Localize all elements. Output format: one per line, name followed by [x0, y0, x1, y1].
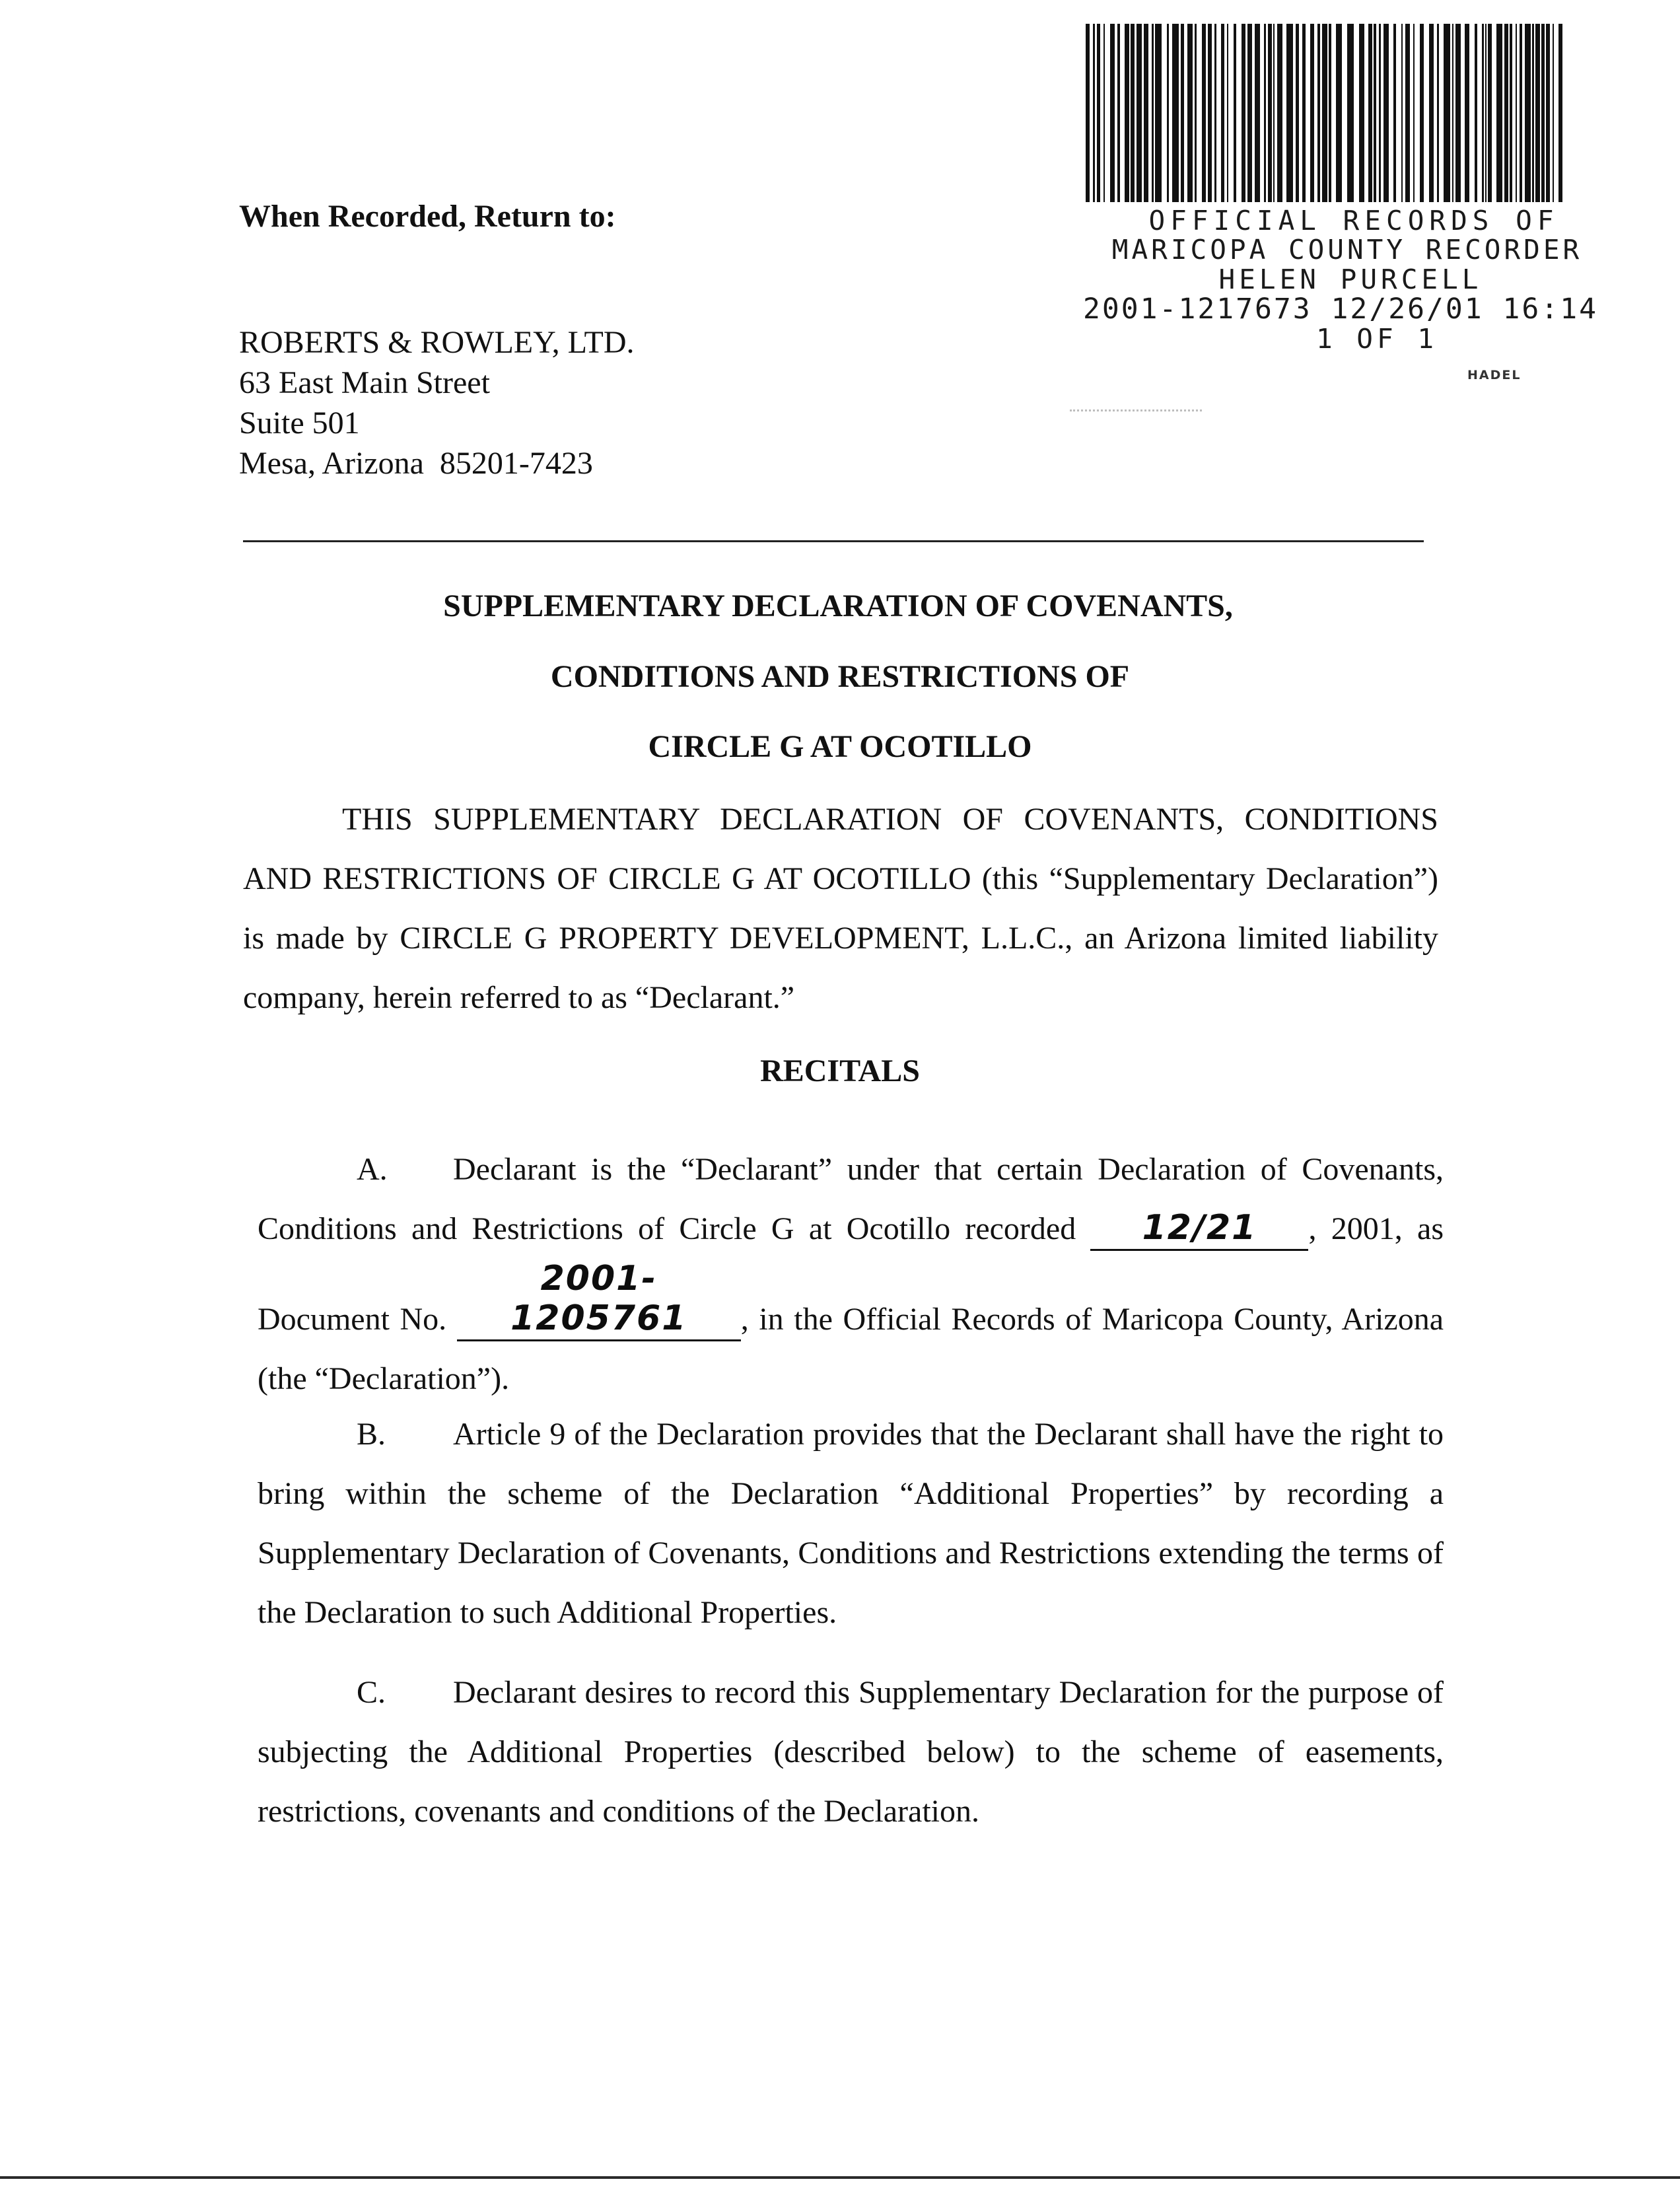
stamp-clerk-initials: HADEL	[1467, 368, 1522, 382]
barcode-bar	[1144, 24, 1148, 202]
page-bottom-edge	[0, 2176, 1680, 2179]
barcode-bar	[1347, 24, 1354, 202]
barcode-bar	[1202, 24, 1206, 202]
stamp-line-county-recorder: MARICOPA COUNTY RECORDER	[1111, 234, 1583, 266]
recitals-heading: RECITALS	[760, 1053, 920, 1088]
barcode-bar	[1221, 24, 1224, 202]
barcode-bar	[1167, 24, 1169, 202]
barcode-bar	[1187, 24, 1193, 202]
recital-a-text-2: , 2001, as Document No.	[258, 1211, 1444, 1337]
barcode-bar	[1485, 24, 1487, 202]
barcode-bar	[1131, 24, 1135, 202]
barcode-bar	[1264, 24, 1266, 202]
handwritten-recording-date: 12/21	[1142, 1208, 1257, 1248]
barcode-bar	[1475, 24, 1477, 202]
barcode-bar	[1405, 24, 1410, 202]
barcode-bar	[1520, 24, 1522, 202]
barcode-bar	[1152, 24, 1154, 202]
barcode-bar	[1322, 24, 1327, 202]
barcode-bar	[1465, 24, 1469, 202]
barcode-bar	[1374, 24, 1376, 202]
handwritten-document-number: 2001-1205761	[510, 1259, 687, 1338]
barcode-bar	[1541, 24, 1545, 202]
barcode-bar	[1393, 24, 1396, 202]
barcode-bar	[1482, 24, 1484, 202]
barcode-bar	[1097, 24, 1100, 202]
barcode-bar	[1234, 24, 1236, 202]
barcode-bar	[1296, 24, 1299, 202]
barcode-bar	[1553, 24, 1554, 202]
recital-c-marker: C.	[357, 1675, 386, 1710]
recording-barcode	[1083, 24, 1572, 202]
barcode-bar	[1546, 24, 1550, 202]
stamp-line-official-records: OFFICIAL RECORDS OF	[1148, 205, 1559, 236]
return-city: Mesa, Arizona 85201-7423	[239, 446, 593, 481]
return-to-label: When Recorded, Return to:	[239, 199, 616, 234]
barcode-bar	[1117, 24, 1120, 202]
stamp-smudge	[1070, 409, 1202, 414]
barcode-bar	[1172, 24, 1179, 202]
barcode-bar	[1310, 24, 1314, 202]
return-firm: ROBERTS & ROWLEY, LTD.	[239, 325, 635, 360]
barcode-bar	[1268, 24, 1272, 202]
recital-a	[258, 1140, 1444, 1409]
barcode-bar	[1510, 24, 1512, 202]
barcode-bar	[1401, 24, 1403, 202]
barcode-bar	[1277, 24, 1282, 202]
barcode-bar	[1181, 24, 1184, 202]
barcode-bar	[1525, 24, 1531, 202]
header-divider	[243, 540, 1424, 542]
barcode-bar	[1383, 24, 1389, 202]
barcode-bar	[1195, 24, 1197, 202]
recital-b-marker: B.	[357, 1417, 386, 1452]
barcode-bar	[1110, 24, 1115, 202]
barcode-bar	[1155, 24, 1162, 202]
barcode-bar	[1329, 24, 1331, 202]
barcode-bar	[1455, 24, 1461, 202]
barcode-bar	[1429, 24, 1434, 202]
barcode-bar	[1286, 24, 1293, 202]
barcode-bar	[1488, 24, 1492, 202]
barcode-bar	[1535, 24, 1540, 202]
barcode-bar	[1273, 24, 1275, 202]
document-title-line-3: CIRCLE G AT OCOTILLO	[648, 729, 1032, 764]
barcode-bar	[1093, 24, 1095, 202]
barcode-bar	[1420, 24, 1424, 202]
barcode-bar	[1558, 24, 1562, 202]
barcode-bar	[1208, 24, 1212, 202]
recording-date-blank	[1090, 1208, 1308, 1251]
barcode-bar	[1379, 24, 1381, 202]
recital-c	[258, 1663, 1444, 1841]
stamp-line-recording-number: 2001-1217673 12/26/01 16:14	[1083, 292, 1598, 326]
barcode-bar	[1516, 24, 1517, 202]
barcode-bar	[1227, 24, 1228, 202]
barcode-bar	[1532, 24, 1534, 202]
barcode-bar	[1242, 24, 1245, 202]
document-title-line-1: SUPPLEMENTARY DECLARATION OF COVENANTS,	[443, 588, 1233, 623]
recital-c-text: Declarant desires to record this Supplementary Declaration for the purpose of subjecting the Additional Properties (described below) to the scheme of easements, restrictions, covenants and conditions of the Declaration.	[258, 1675, 1444, 1829]
barcode-bar	[1359, 24, 1364, 202]
barcode-bar	[1302, 24, 1306, 202]
barcode-bar	[1103, 24, 1105, 202]
stamp-line-page-count: 1 OF 1	[1315, 323, 1438, 355]
recorder-stamp	[1070, 206, 1625, 354]
document-number-blank	[457, 1259, 741, 1341]
barcode-bar	[1247, 24, 1252, 202]
intro-paragraph: THIS SUPPLEMENTARY DECLARATION OF COVENANTS, CONDITIONS AND RESTRICTIONS OF CIRCLE G AT OCOTILLO (this “Supplementary Declaration”) is made by CIRCLE G PROPERTY DEVELOPMENT, L.L.C., an Arizona limited liability company, herein referred to as “Declarant.”	[243, 802, 1438, 1015]
barcode-bar	[1125, 24, 1129, 202]
barcode-bar	[1368, 24, 1372, 202]
document-title-line-2: CONDITIONS AND RESTRICTIONS OF	[550, 659, 1130, 694]
return-address	[239, 322, 635, 483]
recital-a-text-1: Declarant is the “Declarant” under that certain Declaration of Covenants, Conditions and Restrictions of Circle G at Ocotillo recorded	[258, 1152, 1444, 1246]
return-suite: Suite 501	[239, 406, 360, 441]
barcode-bar	[1437, 24, 1439, 202]
barcode-bar	[1452, 24, 1453, 202]
barcode-bar	[1086, 24, 1090, 202]
return-street: 63 East Main Street	[239, 365, 490, 400]
barcode-bar	[1317, 24, 1320, 202]
barcode-bar	[1255, 24, 1260, 202]
barcode-bar	[1504, 24, 1508, 202]
recital-b-text: Article 9 of the Declaration provides that the Declarant shall have the right to bring within the scheme of the Declaration “Additional Properties” by recording a Supplementary Declaration of Covenants, Conditions and Restrictions extending the terms of the Declaration to such Additional Properties.	[258, 1417, 1444, 1630]
recital-a-text-3: , in the Official Records of Maricopa County, Arizona (the “Declaration”).	[258, 1302, 1444, 1396]
barcode-bar	[1214, 24, 1216, 202]
barcode-bar	[1444, 24, 1450, 202]
recital-a-marker: A.	[357, 1152, 388, 1187]
barcode-bar	[1496, 24, 1502, 202]
barcode-bar	[1336, 24, 1342, 202]
recital-b	[258, 1405, 1444, 1643]
stamp-line-recorder-name: HELEN PURCELL	[1218, 263, 1483, 295]
barcode-bar	[1413, 24, 1415, 202]
barcode-bar	[1137, 24, 1142, 202]
